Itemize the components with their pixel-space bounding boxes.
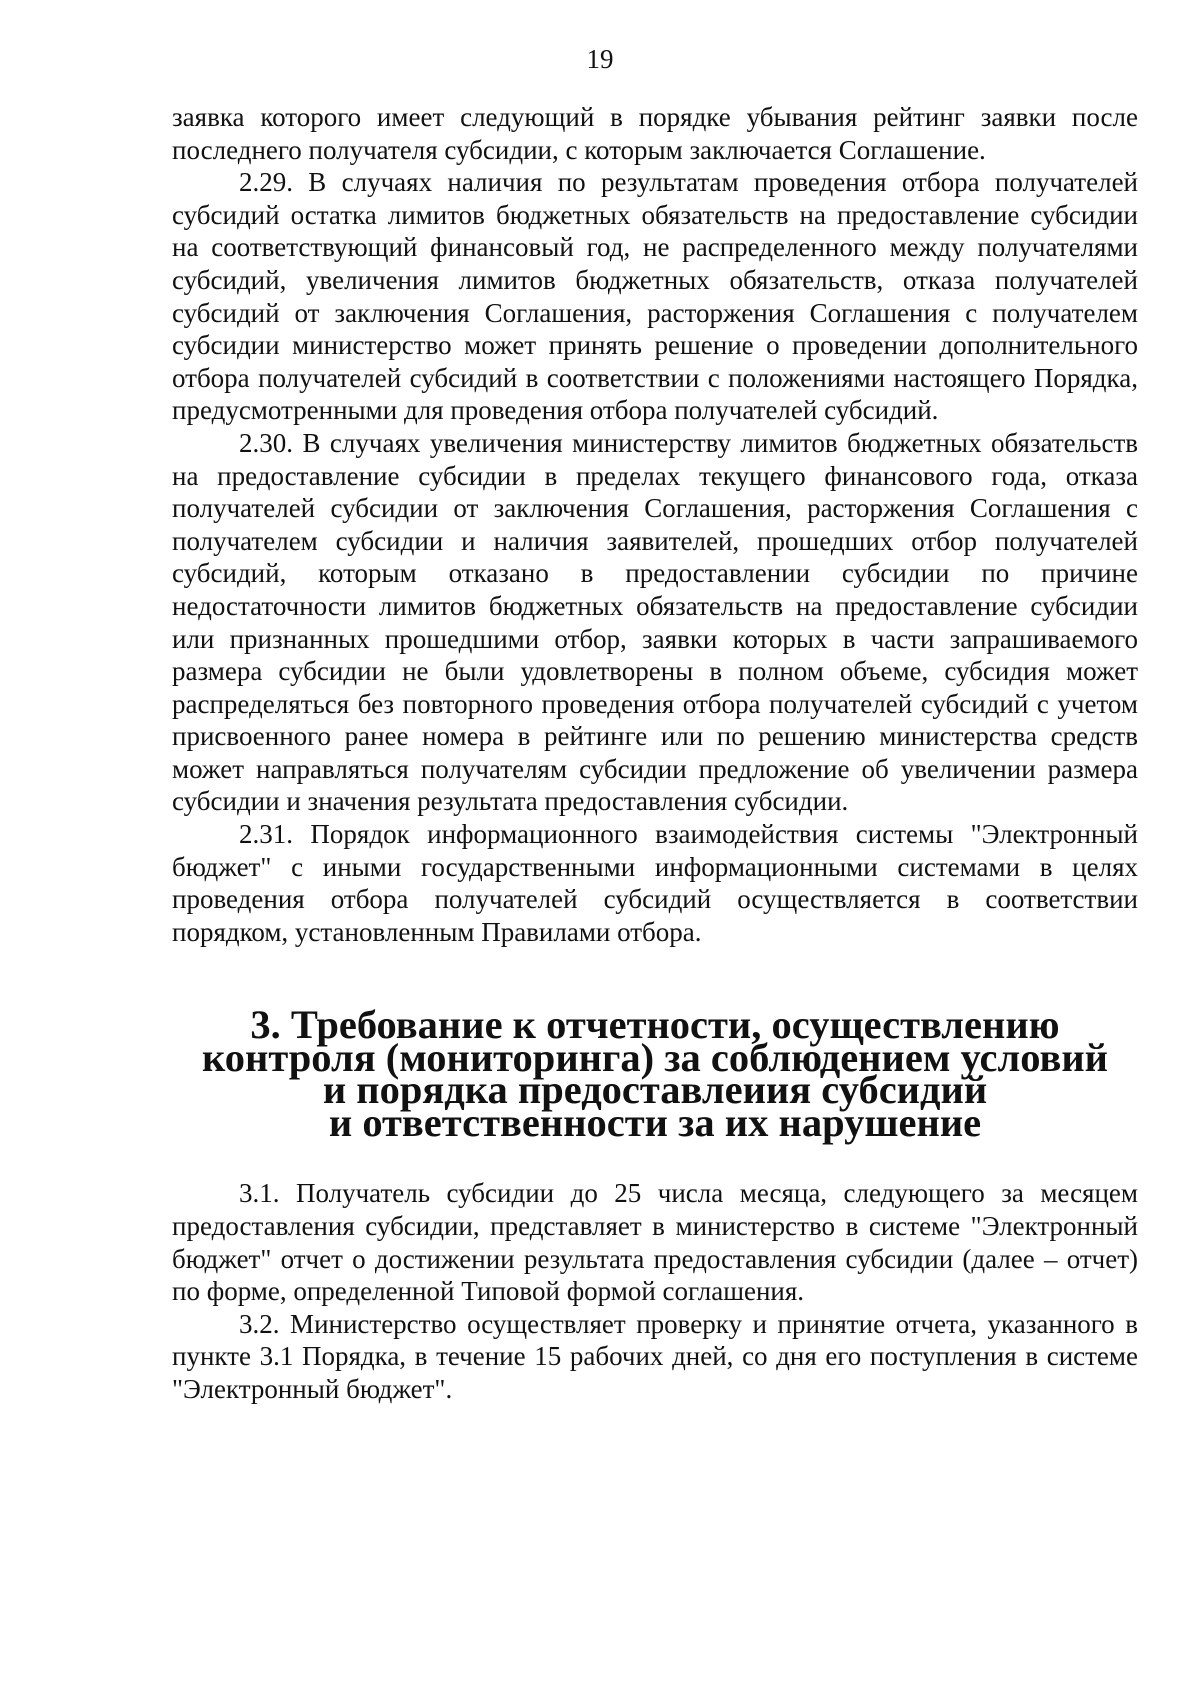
section-heading-line: контроля (мониторинга) за соблюдением условий <box>201 1034 1109 1080</box>
paragraph-3-1: 3.1. Получатель субсидии до 25 числа месяца, следующего за месяцем предоставления субсидии, представляет в министерство в системе "Электронный бюджет" отчет о достижении результата предоставления субсидии (далее – отчет) по форме, определенной Типовой формой соглашения. <box>172 1178 1138 1307</box>
page-number: 19 <box>586 44 614 74</box>
section-3 <box>172 1002 1138 1406</box>
section-heading-line: и ответственности за их нарушение <box>328 1099 982 1145</box>
paragraph-3-2: 3.2. Министерство осуществляет проверку и принятие отчета, указанного в пункте 3.1 Порядка, в течение 15 рабочих дней, со дня его поступления в системе "Электронный бюджет". <box>172 1308 1138 1404</box>
paragraph-2-31: 2.31. Порядок информационного взаимодействия системы "Электронный бюджет" с иными государственными информационными системами в целях проведения отбора получателей субсидий осуществляется в соответствии порядком, установленным Правилами отбора. <box>172 819 1138 947</box>
section-3-heading <box>172 1002 1138 1145</box>
section-heading-line: 3. Требование к отчетности, осуществлению <box>250 1002 1060 1047</box>
document-body <box>172 101 1138 948</box>
paragraph-continuation: заявка которого имеет следующий в порядке убывания рейтинг заявки после последнего получателя субсидии, с которым заключается Соглашение. <box>172 102 1138 165</box>
section-heading-line: и порядка предоставлеиия субсидий <box>322 1067 988 1113</box>
paragraph-2-29: 2.29. В случаях наличия по результатам проведения отбора получателей субсидий остатка лимитов бюджетных обязательств на предоставление субсидии на соответствующий финансовый год, не распределенного между получателями субсидий, увеличения лимитов бюджетных обязательств, отказа получателей субсидий от заключения Соглашения, расторжения Соглашения с получателем субсидии министерство может принять решение о проведении дополнительного отбора получателей субсидий в соответствии с положениями настоящего Порядка, предусмотренными для проведения отбора получателей субсидий. <box>172 167 1138 426</box>
paragraph-2-30: 2.30. В случаях увеличения министерству лимитов бюджетных обязательств на предоставление субсидии в пределах текущего финансового года, отказа получателей субсидии от заключения Соглашения, расторжения Соглашения с получателем субсидии и наличия заявителей, прошедших отбор получателей субсидий, которым отказано в предоставлении субсидии по причине недостаточности лимитов бюджетных обязательств на предоставление субсидии или признанных прошедшими отбор, заявки которых в части запрашиваемого размера субсидии не были удовлетворены в полном объеме, субсидия может распределяться без повторного проведения отбора получателей субсидий с учетом присвоенного ранее номера в рейтинге или по решению министерства средств может направляться получателям субсидии предложение об увеличении размера субсидии и значения результата предоставления субсидии. <box>172 427 1138 817</box>
